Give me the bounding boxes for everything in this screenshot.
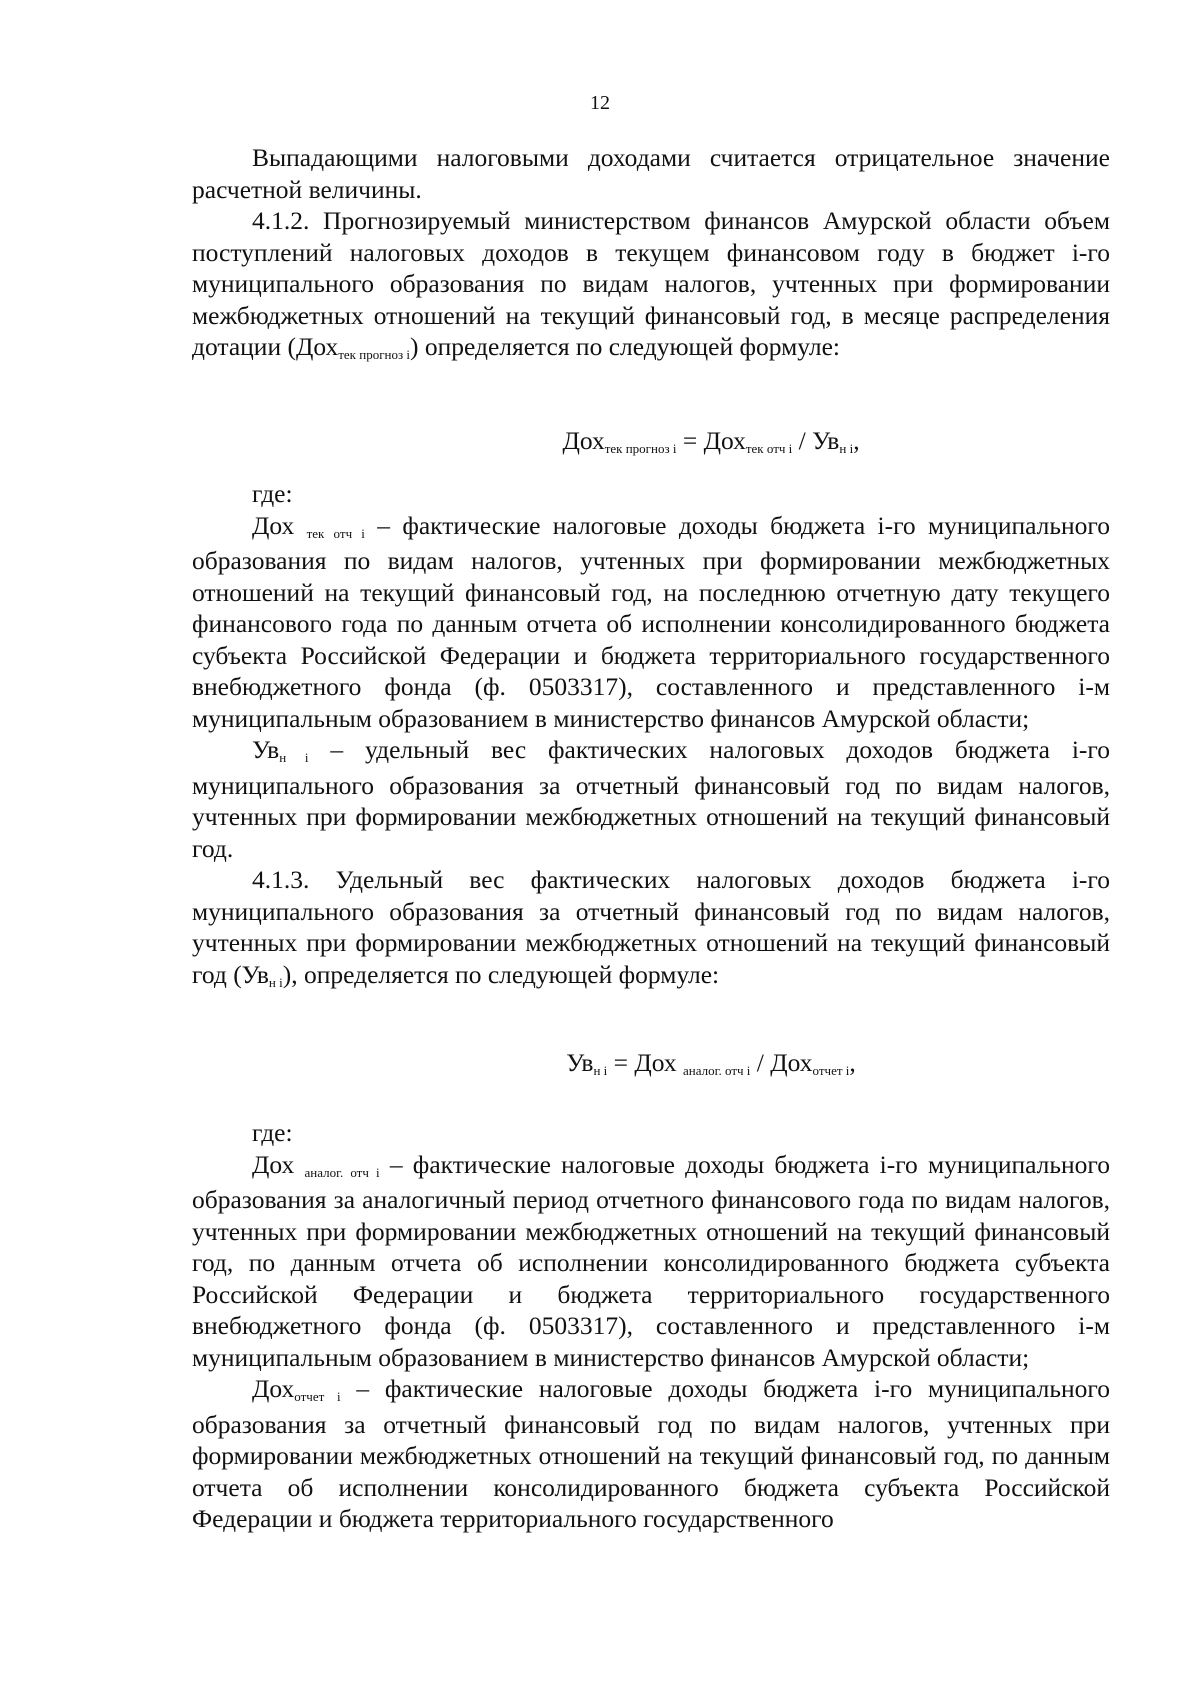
formula2-divide: / Дох: [750, 1048, 813, 1077]
definition-dox-tek-otch: [192, 510, 1110, 735]
paragraph-4-1-2-text: 4.1.2. Прогнозируемый министерством финансов Амурской области объем поступлений налоговых доходов в текущем финансовом году в бюджет i-го муниципального образования по видам налогов, учтенных при формировании межбюджетных отношений на текущий финансовый год, в месяце распределения дотации (Дох: [192, 206, 1110, 361]
page-number: 12: [590, 92, 610, 114]
def2-subscript: н i: [279, 750, 309, 765]
paragraph-4-1-3-text: 4.1.3. Удельный вес фактических налоговых доходов бюджета i-го муниципального образования за отчетный финансовый год по видам налогов, учтенных при формировании межбюджетных отношений на текущий финансовый год (Ув: [192, 865, 1110, 989]
formula2-end: ,: [849, 1048, 856, 1077]
definition-dox-otchet: [192, 1373, 1110, 1535]
formula2-lhs: Ув: [566, 1048, 594, 1077]
paragraph-4-1-2-subscript: тек прогноз i: [338, 347, 410, 362]
def2-text: – удельный вес фактических налоговых доходов бюджета i-го муниципального образования за отчетный финансовый год по видам налогов, учтенных при формировании межбюджетных отношений на текущий финансовый год.: [192, 735, 1110, 863]
def3-term: Дох: [252, 1149, 305, 1179]
formula-share-weight: [192, 1048, 1110, 1078]
where-label-1: где:: [252, 479, 293, 508]
definitions-block-2: [192, 1117, 1110, 1535]
def1-text: – фактические налоговые доходы бюджета i-го муниципального образования по видам налогов, учтенных при формировании межбюджетных отношений на текущий финансовый год, на последнюю отчетную дату текущего финансового года по данным отчета об исполнении консолидированного бюджета субъекта Российской Федерации и бюджета территориального государственного внебюджетного фонда (ф. 0503317), составленного и представленного i-м муниципальным образованием в министерство финансов Амурской области;: [192, 510, 1110, 733]
formula1-lhs-subscript: тек прогноз i: [604, 441, 677, 456]
paragraph-4-1-2-tail: ) определяется по следующей формуле:: [410, 332, 841, 361]
formula2-equals: = Дох: [607, 1048, 684, 1077]
def1-subscript: тек отч i: [306, 525, 365, 541]
def3-subscript: аналог. отч i: [304, 1164, 380, 1180]
paragraph-4-1-3-subscript: н i: [268, 974, 283, 990]
def4-term: Дох: [252, 1374, 295, 1403]
formula1-divisor-subscript: н i: [839, 441, 854, 456]
formula-forecast-income: [192, 426, 1110, 456]
definitions-block-1: [192, 478, 1110, 994]
formula2-term-subscript: аналог. отч i: [683, 1063, 751, 1078]
def4-subscript: отчет i: [294, 1389, 341, 1404]
formula1-divide: / Ув: [792, 426, 840, 455]
paragraph-4-1-3-tail: ), определяется по следующей формуле:: [282, 959, 720, 989]
def4-text: – фактические налоговые доходы бюджета i-го муниципального образования за отчетный финансовый год по видам налогов, учтенных при формировании межбюджетных отношений на текущий финансовый год, по данным отчета об исполнении консолидированного бюджета субъекта Российской Федерации и бюджета территориального государственного: [192, 1374, 1110, 1533]
formula1-equals: = Дох: [676, 426, 746, 455]
definition-dox-analog-otch: [192, 1149, 1110, 1374]
def1-term: Дох: [252, 510, 307, 540]
def3-text: – фактические налоговые доходы бюджета i-го муниципального образования за аналогичный период отчетного финансового года по видам налогов, учтенных при формировании межбюджетных отношений на текущий финансовый год, по данным отчета об исполнении консолидированного бюджета субъекта Российской Федерации и бюджета территориального государственного внебюджетного фонда (ф. 0503317), составленного и представленного i-м муниципальным образованием в министерство финансов Амурской области;: [192, 1149, 1111, 1372]
section-412-block: [192, 142, 1110, 367]
formula2-divisor-subscript: отчет i: [812, 1063, 850, 1078]
definition-uv-n: [192, 734, 1110, 864]
where-label-2: где:: [252, 1118, 293, 1147]
formula1-lhs: Дох: [562, 426, 605, 455]
intro-paragraph: Выпадающими налоговыми доходами считается отрицательное значение расчетной величины.: [192, 143, 1110, 204]
def2-term: Ув: [252, 735, 280, 764]
formula1-term-subscript: тек отч i: [745, 441, 793, 456]
paragraph-4-1-3: [192, 864, 1110, 994]
formula2-lhs-subscript: н i: [593, 1063, 608, 1078]
paragraph-4-1-2: [192, 205, 1110, 367]
formula1-end: ,: [853, 426, 860, 455]
